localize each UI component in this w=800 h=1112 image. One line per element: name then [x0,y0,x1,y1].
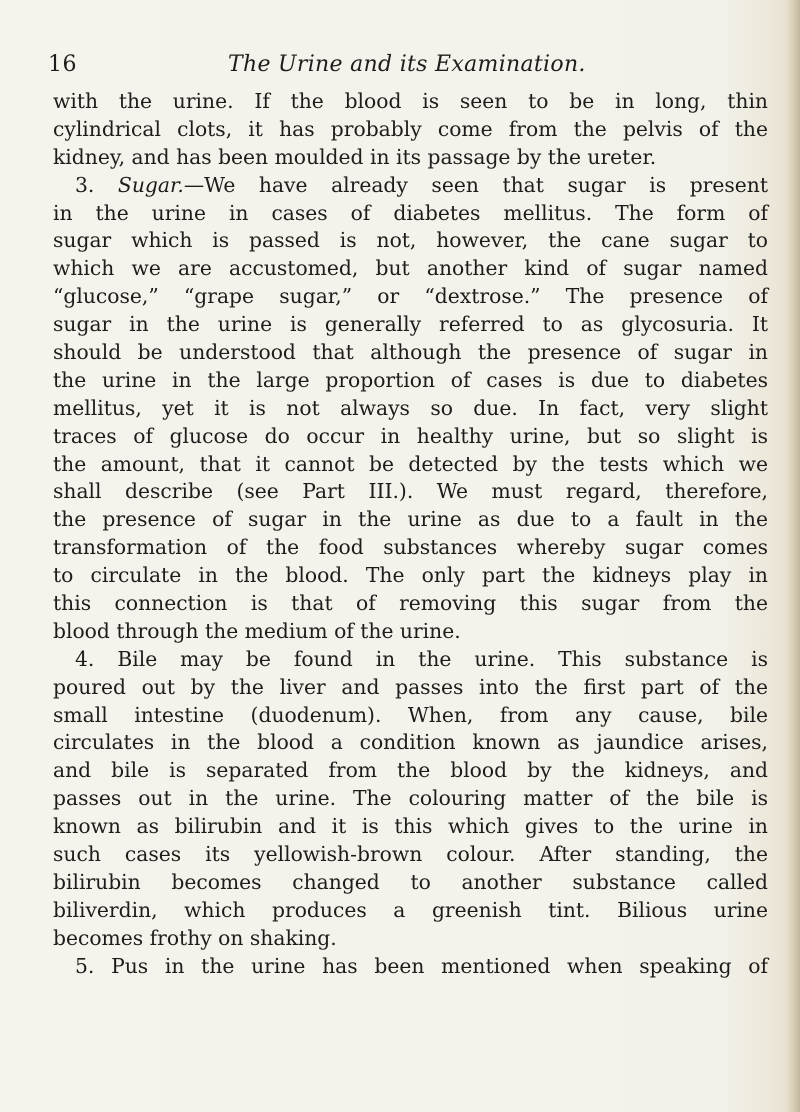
body-text [53,88,768,981]
page-header [48,52,748,82]
text-line: shall describe (see Part III.). We must regard, therefore, [53,479,768,504]
text-line: We have already seen that sugar is present [204,172,769,197]
text-line: 5. Pus in the urine has been mentioned when speaking of [75,953,768,978]
text-line: blood through the medium of the urine. [53,618,461,643]
em-dash: — [183,172,205,197]
text-line: cylindrical clots, it has probably come from the pelvis of the [53,116,768,141]
text-line: 4. Bile may be found in the urine. This substance is [75,646,768,671]
text-line: passes out in the urine. The colouring matter of the bile is [53,786,768,811]
text-line: to circulate in the blood. The only part the kidneys play in [53,563,768,588]
text-line: “glucose,” “grape sugar,” or “dextrose.” The presence of [53,284,768,309]
text-line: the amount, that it cannot be detected by the tests which we [53,451,768,476]
text-line: should be understood that although the presence of sugar in [53,340,768,365]
text-line: the presence of sugar in the urine as due to a fault in the [53,507,768,532]
section-title: Sugar. [117,172,184,197]
page-number: 16 [48,52,77,77]
text-line: mellitus, yet it is not always so due. In fact, very slight [53,395,768,420]
text-line: transformation of the food substances whereby sugar comes [53,535,768,560]
text-line: this connection is that of removing this sugar from the [53,591,768,616]
text-line: small intestine (duodenum). When, from any cause, bile [53,702,768,727]
running-title: The Urine and its Examination. [228,52,586,77]
text-line: bilirubin becomes changed to another substance called [53,869,768,894]
text-line: kidney, and has been moulded in its passage by the ureter. [53,144,657,169]
text-line: biliverdin, which produces a greenish tint. Bilious urine [53,897,768,922]
text-line: traces of glucose do occur in healthy urine, but so slight is [53,423,768,448]
section-3-line [53,172,768,200]
text-line: circulates in the blood a condition known as jaundice arises, [53,730,768,755]
text-line: becomes frothy on shaking. [53,925,337,950]
text-line: with the urine. If the blood is seen to be in long, thin [53,89,768,113]
text-line: poured out by the liver and passes into the first part of the [53,674,768,699]
text-line: and bile is separated from the blood by the kidneys, and [53,758,768,783]
page-edge-shadow [786,0,800,1112]
text-line: sugar in the urine is generally referred to as glycosuria. It [53,312,768,337]
section-number: 3. [75,172,95,197]
text-line: sugar which is passed is not, however, the cane sugar to [53,228,768,253]
text-line: which we are accustomed, but another kind of sugar named [53,256,768,281]
text-line: such cases its yellowish-brown colour. After standing, the [53,842,768,867]
text-line: known as bilirubin and it is this which gives to the urine in [53,814,768,839]
text-line: the urine in the large proportion of cases is due to diabetes [53,367,768,392]
text-line: in the urine in cases of diabetes mellitus. The form of [53,200,768,225]
